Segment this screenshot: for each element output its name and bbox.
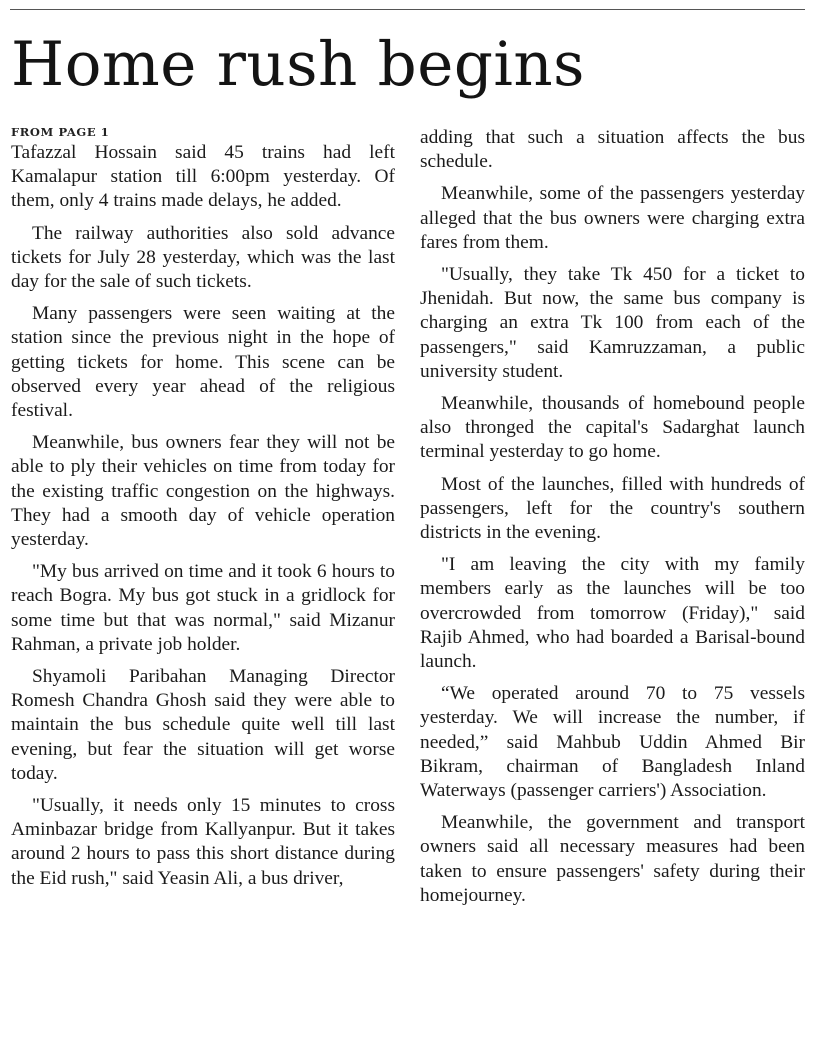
paragraph: Many passengers were seen waiting at the station since the previous night in the hope of getting tickets for home. This scene can be observed every year ahead of the religious festival. bbox=[11, 303, 395, 422]
right-column bbox=[420, 126, 805, 916]
paragraph: "Usually, they take Tk 450 for a ticket to Jhenidah. But now, the same bus company is charging an extra Tk 100 from each of the passengers," said Kamruzzaman, a public university student. bbox=[420, 264, 805, 382]
paragraph: Meanwhile, thousands of homebound people also thronged the capital's Sadarghat launch terminal yesterday to go home. bbox=[420, 393, 805, 463]
headline: Home rush begins bbox=[11, 29, 585, 100]
paragraph: Shyamoli Paribahan Managing Director Romesh Chandra Ghosh said they were able to maintain the bus schedule quite well till last evening, but fear the situation will get worse today. bbox=[11, 666, 395, 784]
paragraph: Meanwhile, the government and transport owners said all necessary measures had been taken to ensure passengers' safety during their homejourney. bbox=[420, 812, 805, 906]
left-column bbox=[11, 123, 395, 899]
paragraph: Tafazzal Hossain said 45 trains had left Kamalapur station till 6:00pm yesterday. Of them, only 4 trains made delays, he added. bbox=[11, 142, 395, 212]
top-rule bbox=[10, 9, 805, 10]
paragraph: "Usually, it needs only 15 minutes to cross Aminbazar bridge from Kallyanpur. But it takes around 2 hours to pass this short distance during the Eid rush," said Yeasin Ali, a bus driver, bbox=[11, 795, 395, 889]
paragraph: Most of the launches, filled with hundreds of passengers, left for the country's southern districts in the evening. bbox=[420, 473, 805, 544]
paragraph: Meanwhile, bus owners fear they will not be able to ply their vehicles on time from today for the existing traffic congestion on the highways. They had a smooth day of vehicle operation yesterday. bbox=[11, 432, 395, 551]
kicker: FROM PAGE 1 bbox=[11, 125, 110, 139]
paragraph: Meanwhile, some of the passengers yesterday alleged that the bus owners were charging extra fares from them. bbox=[420, 183, 805, 253]
paragraph: adding that such a situation affects the bus schedule. bbox=[420, 127, 805, 173]
paragraph: "I am leaving the city with my family members early as the launches will be too overcrowded from tomorrow (Friday)," said Rajib Ahmed, who had boarded a Barisal-bound launch. bbox=[420, 554, 805, 673]
paragraph: The railway authorities also sold advance tickets for July 28 yesterday, which was the last day for the sale of such tickets. bbox=[11, 222, 395, 293]
paragraph: “We operated around 70 to 75 vessels yesterday. We will increase the number, if needed,” said Mahbub Uddin Ahmed Bir Bikram, chairman of Bangladesh Inland Waterways (passenger carriers') Association. bbox=[420, 683, 805, 802]
paragraph: "My bus arrived on time and it took 6 hours to reach Bogra. My bus got stuck in a gridlock for some time but that was normal," said Mizanur Rahman, a private job holder. bbox=[11, 561, 395, 655]
